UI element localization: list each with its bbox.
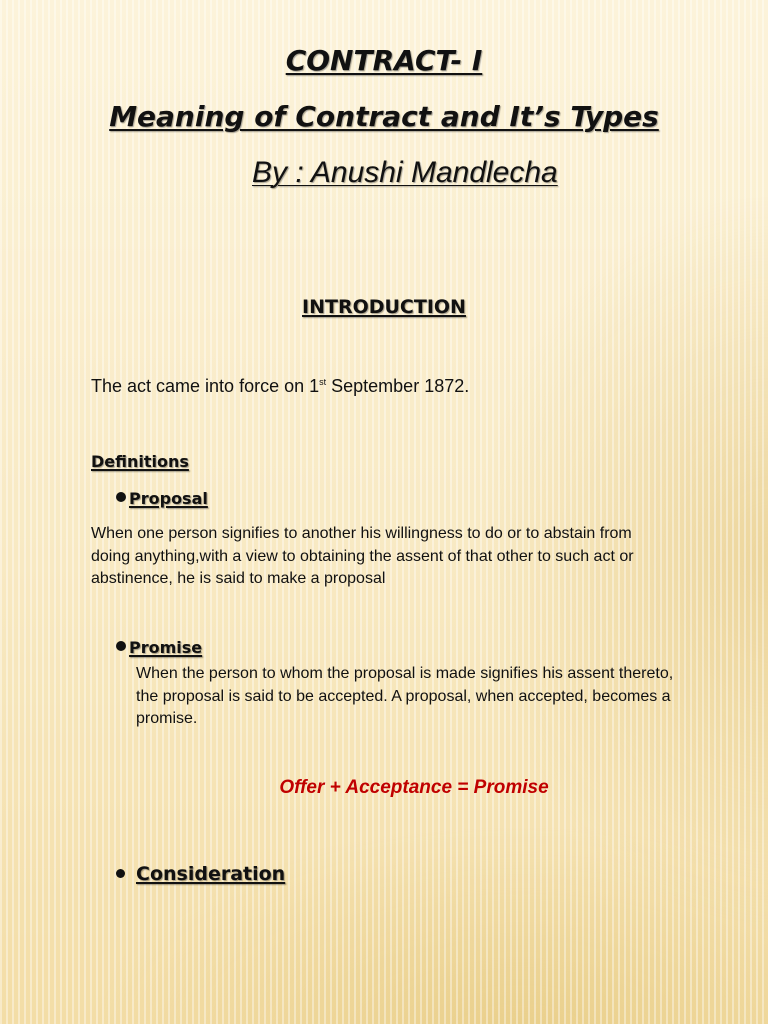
introduction-text bbox=[91, 376, 469, 397]
proposal-definition: When one person signifies to another his willingness to do or to abstain from doing anything,with a view to obtaining the assent of that other to such act or abstinence, he is said to make a proposal bbox=[91, 525, 634, 587]
bullet-icon bbox=[116, 492, 126, 502]
bullet-icon bbox=[116, 641, 126, 651]
promise-definition: When the person to whom the proposal is made signifies his assent thereto, the proposal is said to be accepted. A proposal, when accepted, becomes a promise. bbox=[136, 665, 674, 727]
proposal-heading: Proposal bbox=[129, 489, 208, 508]
author-line: By : Anushi Mandlecha bbox=[252, 156, 558, 189]
document-subtitle: Meaning of Contract and It’s Types bbox=[109, 100, 659, 133]
definitions-heading: Definitions bbox=[91, 452, 189, 471]
intro-text-start: The act came into force on 1 bbox=[91, 376, 320, 396]
promise-formula: Offer + Acceptance = Promise bbox=[279, 777, 549, 798]
promise-heading: Promise bbox=[129, 638, 203, 657]
introduction-heading: INTRODUCTION bbox=[302, 296, 466, 318]
consideration-heading: Consideration bbox=[136, 863, 286, 885]
bullet-icon bbox=[116, 869, 125, 878]
intro-text-end: September 1872. bbox=[326, 376, 470, 396]
intro-ordinal-suffix: st bbox=[319, 377, 327, 387]
document-title: CONTRACT- I bbox=[285, 44, 483, 77]
